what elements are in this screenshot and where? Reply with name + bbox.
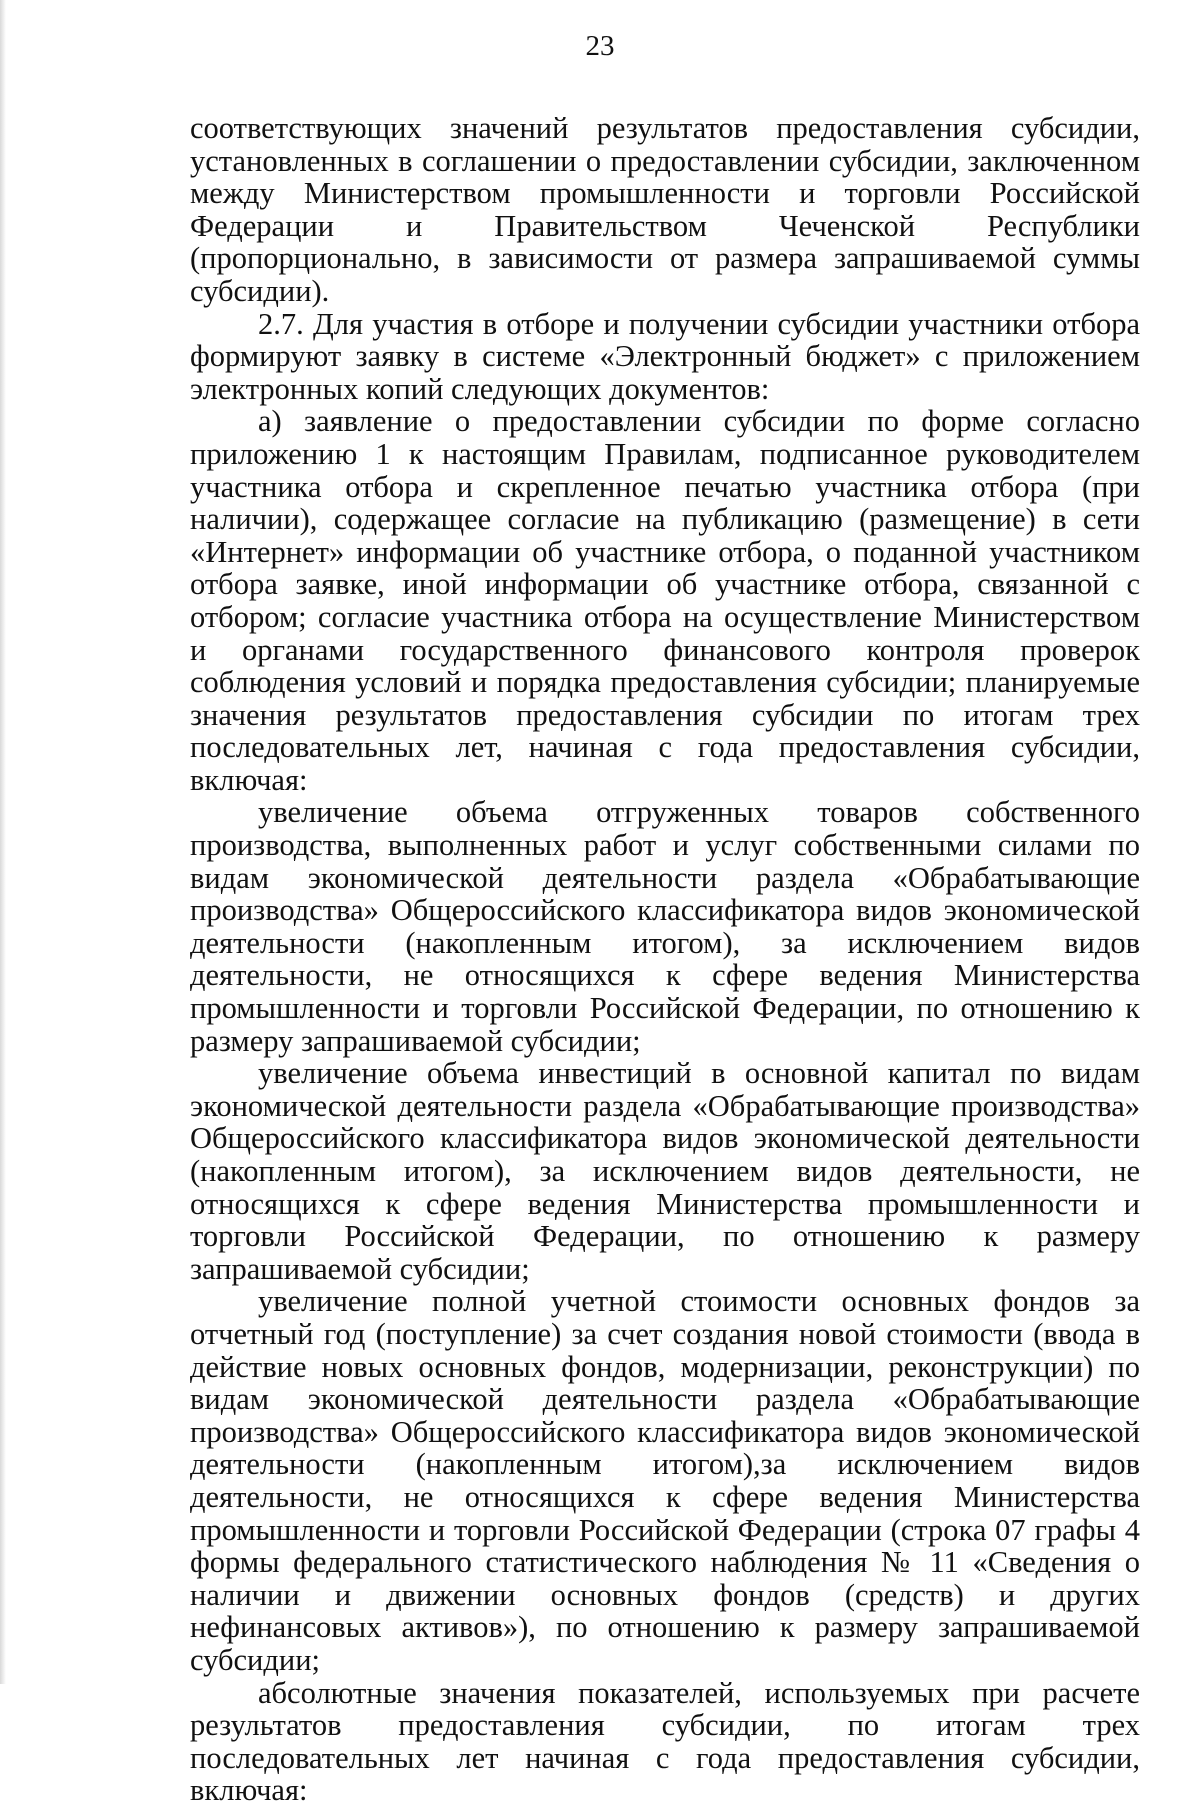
paragraph-absolute-values: абсолютные значения показателей, используемых при расчете результатов предоставления субсидии, по итогам трех последовательных лет начиная с года предоставления субсидии, включая: — [190, 1675, 1140, 1807]
paragraph-fixed-assets: увеличение полной учетной стоимости основных фондов за отчетный год (поступление) за счет создания новой стоимости (ввода в действие новых основных фондов, модернизации, реконструкции) по видам экономической деятельности раздела «Обрабатывающие производства» Общероссийского классификатора видов экономической деятельности (накопленным итогом),за исключением видов деятельности, не относящихся к сфере ведения Министерства промышленности и торговли Российской Федерации (строка 07 графы 4 формы федерального статистического наблюдения № 11 «Сведения о наличии и движении основных фондов (средств) и других нефинансовых активов»), по отношению к размеру запрашиваемой субсидии; — [190, 1284, 1140, 1677]
paragraph-continuation: соответствующих значений результатов предоставления субсидии, установленных в соглашении о предоставлении субсидии, заключенном между Министерством промышленности и торговли Российской Федерации и Правительством Чеченской Республики (пропорционально, в зависимости от размера запрашиваемой суммы субсидии). — [190, 111, 1140, 308]
page-number: 23 — [585, 30, 615, 62]
paragraph-investments: увеличение объема инвестиций в основной капитал по видам экономической деятельности раздела «Обрабатывающие производства» Общероссийского классификатора видов экономической деятельности (накопленным итогом), за исключением видов деятельности, не относящихся к сфере ведения Министерства промышленности и торговли Российской Федерации, по отношению к размеру запрашиваемой субсидии; — [190, 1056, 1140, 1286]
scan-edge-shadow — [0, 0, 6, 1684]
paragraph-2-7: 2.7. Для участия в отборе и получении субсидии участники отбора формируют заявку в системе «Электронный бюджет» с приложением электронных копий следующих документов: — [190, 306, 1140, 406]
paragraph-shipped-goods: увеличение объема отгруженных товаров собственного производства, выполненных работ и услуг собственными силами по видам экономической деятельности раздела «Обрабатывающие производства» Общероссийского классификатора видов экономической деятельности (накопленным итогом), за исключением видов деятельности, не относящихся к сфере ведения Министерства промышленности и торговли Российской Федерации, по отношению к размеру запрашиваемой субсидии; — [190, 795, 1140, 1058]
paragraph-item-a: а) заявление о предоставлении субсидии по форме согласно приложению 1 к настоящим Правилам, подписанное руководителем участника отбора и скрепленное печатью участника отбора (при наличии), содержащее согласие на публикацию (размещение) в сети «Интернет» информации об участнике отбора, о поданной участником отбора заявке, иной информации об участнике отбора, связанной с отбором; согласие участника отбора на осуществление Министерством и органами государственного финансового контроля проверок соблюдения условий и порядка предоставления субсидии; планируемые значения результатов предоставления субсидии по итогам трех последовательных лет, начиная с года предоставления субсидии, включая: — [190, 404, 1140, 797]
document-body — [190, 112, 1140, 1807]
